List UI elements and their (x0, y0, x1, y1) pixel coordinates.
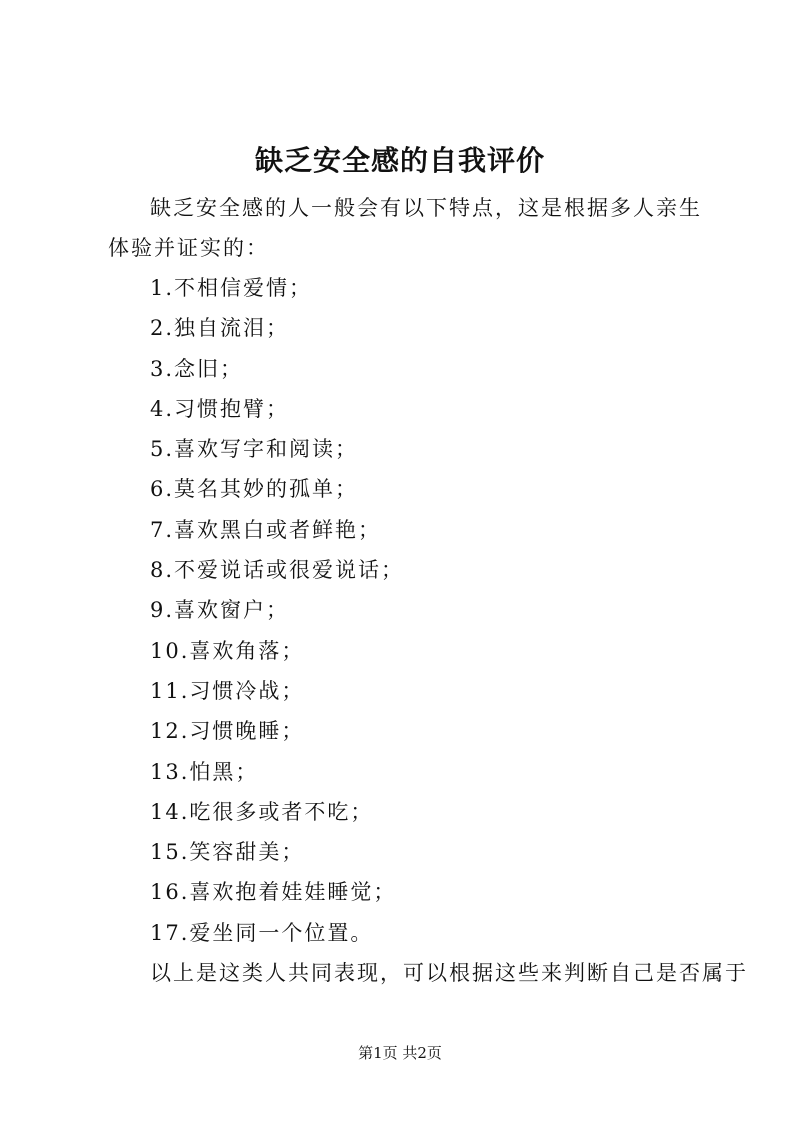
intro-paragraph: 缺乏安全感的人一般会有以下特点，这是根据多人亲生体验并证实的： (108, 196, 702, 260)
list-item: 16.喜欢抱着娃娃睡觉； (150, 880, 397, 905)
list-item: 12.习惯晚睡； (150, 719, 305, 744)
list-item: 9.喜欢窗户； (150, 598, 290, 623)
trait-list (150, 268, 404, 953)
list-item: 8.不爱说话或很爱说话； (150, 558, 405, 583)
list-item: 14.吃很多或者不吃； (150, 799, 374, 824)
list-item: 1.不相信爱情； (150, 276, 313, 300)
list-item: 7.喜欢黑白或者鲜艳； (150, 517, 382, 542)
list-item: 5.喜欢写字和阅读； (150, 437, 359, 462)
list-item: 13.怕黑； (150, 759, 259, 784)
list-item: 3.念旧； (150, 356, 244, 381)
list-item: 15.笑容甜美； (150, 840, 305, 865)
closing-paragraph: 以上是这类人共同表现，可以根据这些来判断自己是否属于 (150, 961, 748, 985)
list-item: 4.习惯抱臂； (150, 396, 290, 421)
page-footer: 第1页 共2页 (358, 1044, 442, 1062)
list-item: 11.习惯冷战； (150, 678, 305, 703)
list-item: 17.爱坐同一个位置。 (150, 920, 374, 945)
document-title: 缺乏安全感的自我评价 (254, 144, 545, 177)
list-item: 10.喜欢角落； (150, 638, 305, 663)
list-item: 2.独自流泪； (150, 316, 290, 341)
list-item: 6.莫名其妙的孤单； (150, 477, 359, 502)
